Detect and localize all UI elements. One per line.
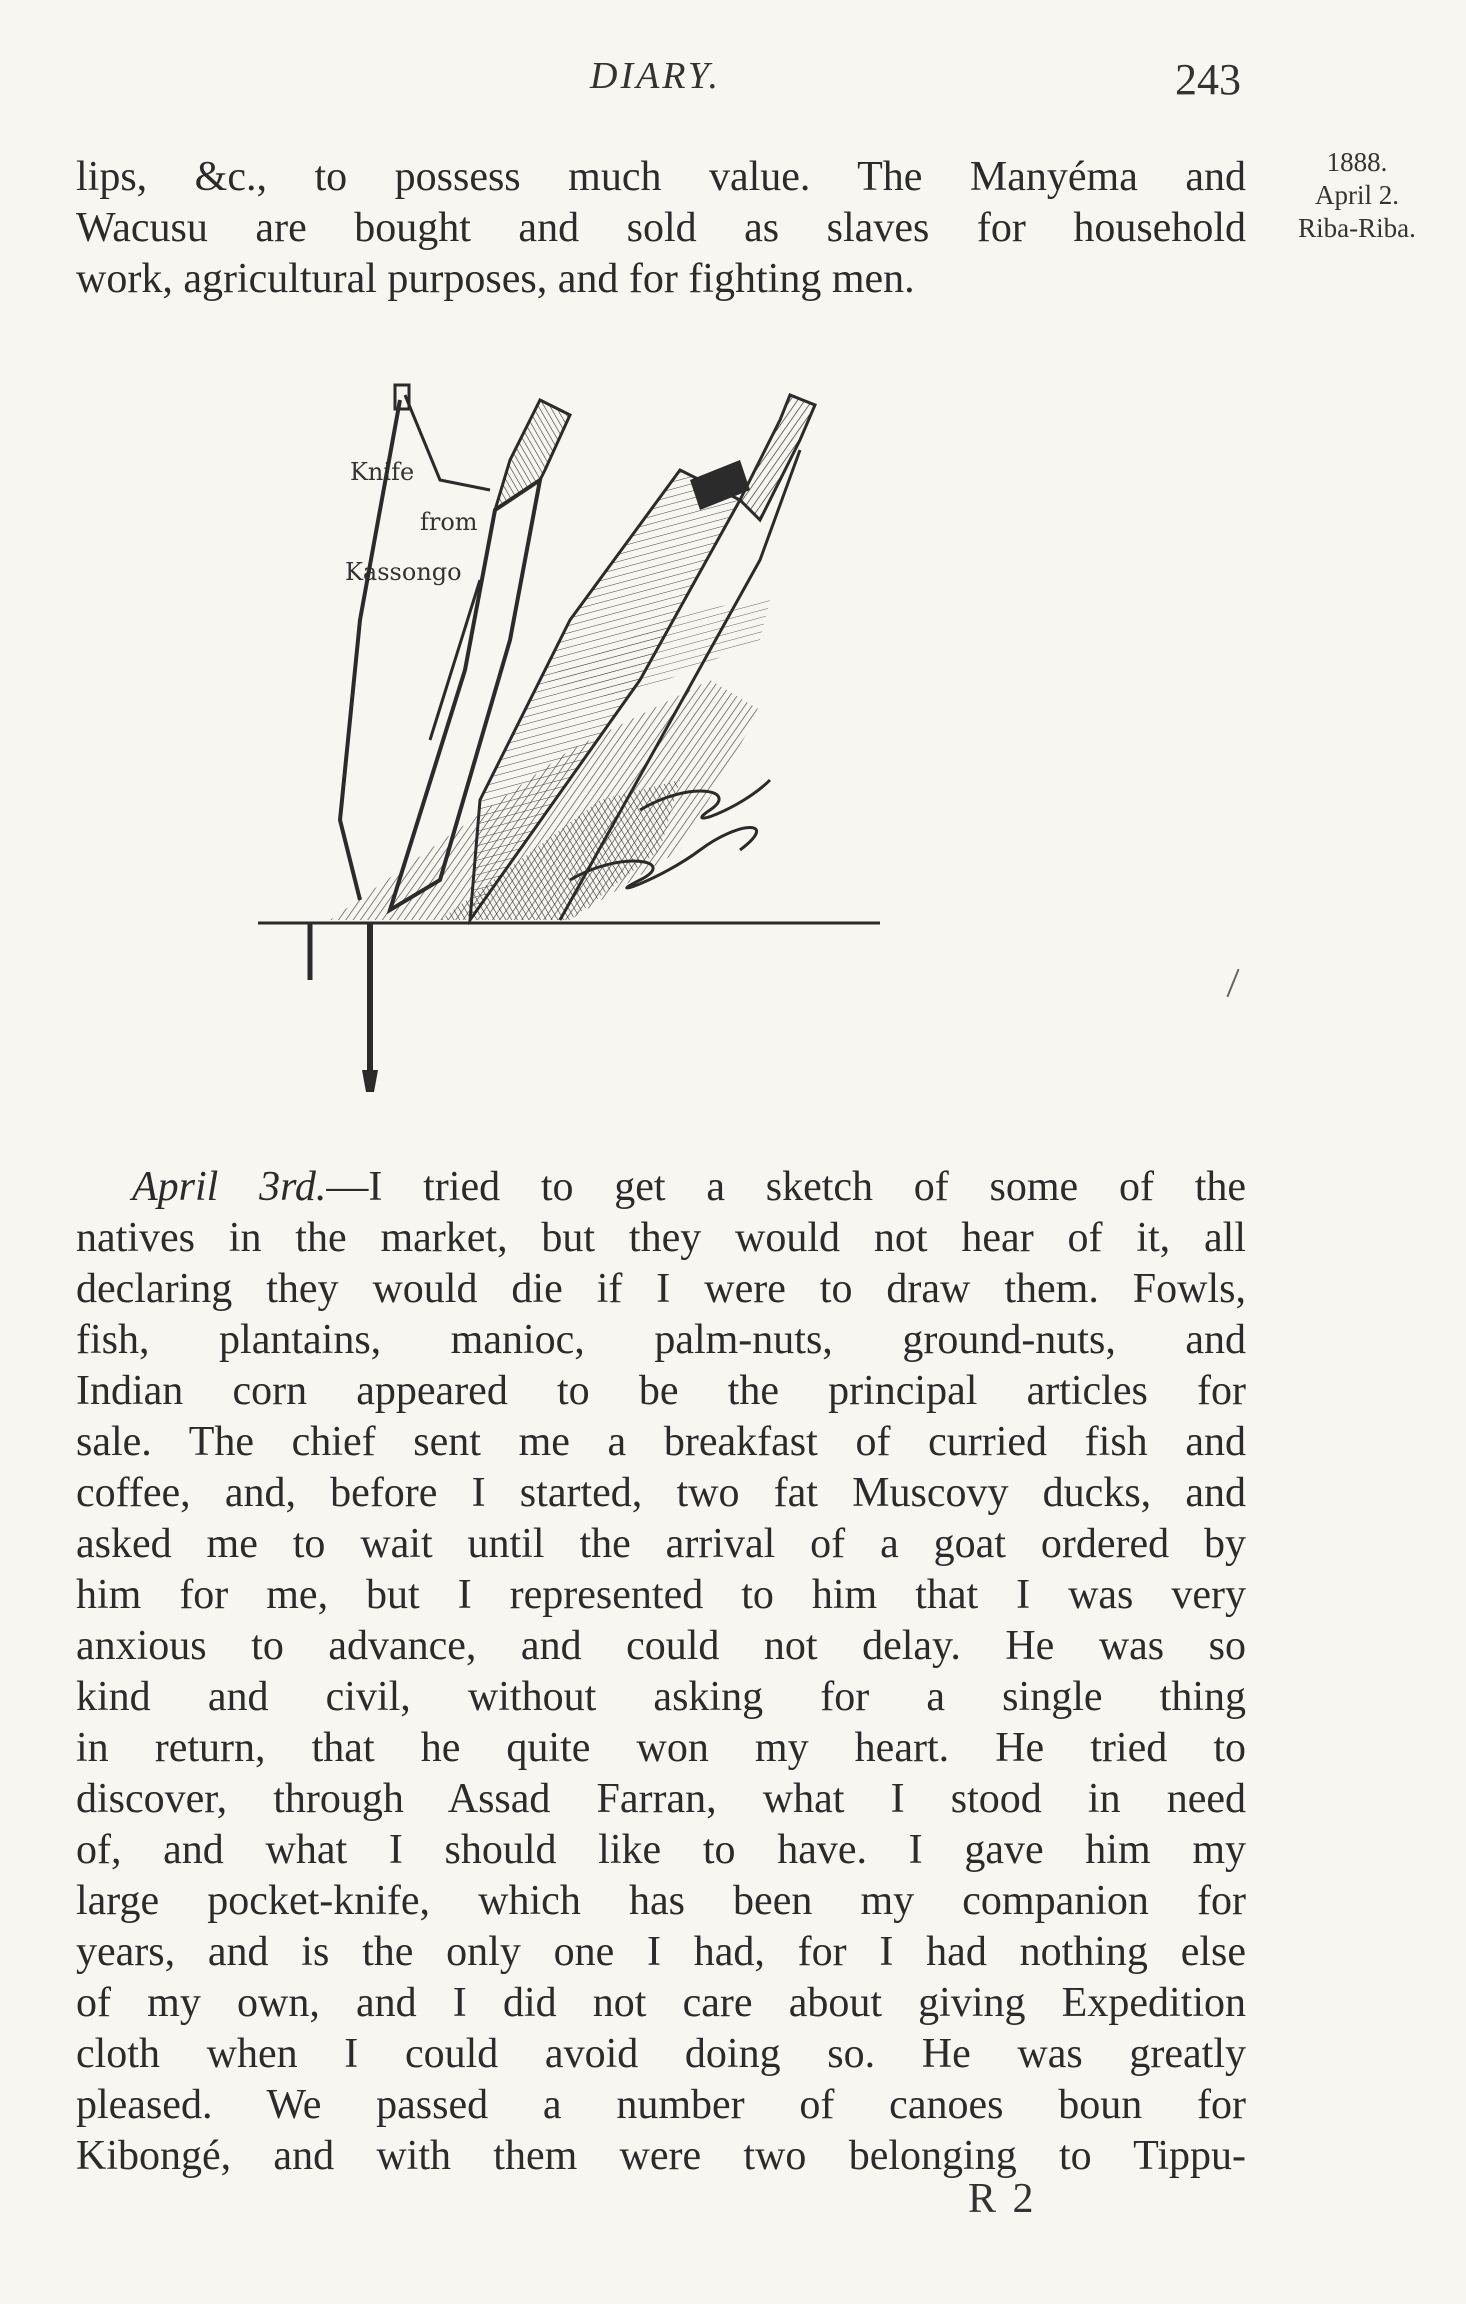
sheath-handle [495,400,570,510]
running-head [0,54,1466,102]
text-line: asked me to wait until the arrival of a goat ordered by [76,1521,1246,1567]
margin-note-place: Riba-Riba. [1298,213,1416,243]
caption-line: Kassongo [345,558,462,586]
caption-line: Knife [350,458,415,486]
text-line: work, agricultural purposes, and for fighting men. [76,256,915,302]
stand-foot [362,1070,378,1092]
paragraph-1 [76,152,1246,305]
knife-handle [740,395,815,520]
text-line: fish, plantains, manioc, palm-nuts, ground-nuts, and [76,1317,1246,1363]
text-line: coffee, and, before I started, two fat Muscovy ducks, and [76,1470,1246,1516]
margin-note [1272,146,1442,245]
text-line: discover, through Assad Farran, what I stood in need [76,1776,1246,1822]
text-line: declaring they would die if I were to draw them. Fowls, [76,1266,1246,1312]
text-line: of my own, and I did not care about giving Expedition [76,1980,1246,2026]
knife-and-sheath-icon [240,380,1100,1110]
diary-date: April 3rd. [132,1164,327,1210]
text-line: Wacusu are bought and sold as slaves for household [76,205,1246,251]
margin-note-year: 1888. [1326,147,1388,177]
stray-mark [1226,969,1239,998]
knife-illustration [240,380,1100,1110]
paragraph-2 [76,1162,1246,2182]
text-line: sale. The chief sent me a breakfast of curried fish and [76,1419,1246,1465]
text-line: years, and is the only one I had, for I had nothing else [76,1929,1246,1975]
text-line: natives in the market, but they would not hear of it, all [76,1215,1246,1261]
text-line: Kibongé, and with them were two belonging to Tippu- [76,2133,1246,2179]
page-number: 243 [1175,55,1241,104]
text-line-rest: —I tried to get a sketch of some of the [326,1164,1247,1210]
strap-loop [405,395,490,490]
caption-line: from [420,508,478,536]
running-title: DIARY. [590,55,721,97]
text-line: lips, &c., to possess much value. The Manyéma and [76,154,1246,200]
text-line: him for me, but I represented to him that I was very [76,1572,1246,1618]
sheath-band [430,580,480,740]
text-line: cloth when I could avoid doing so. He was greatly [76,2031,1246,2077]
text-line: anxious to advance, and could not delay. He was so [76,1623,1246,1669]
text-line: large pocket-knife, which has been my companion for [76,1878,1246,1924]
margin-note-date: April 2. [1315,180,1399,210]
text-line: Indian corn appeared to be the principal articles for [76,1368,1246,1414]
signature-mark: R 2 [968,2176,1037,2222]
text-line: of, and what I should like to have. I gave him my [76,1827,1246,1873]
text-line [76,1162,1246,1213]
text-line: in return, that he quite won my heart. He tried to [76,1725,1246,1771]
text-line: kind and civil, without asking for a single thing [76,1674,1246,1720]
text-line: pleased. We passed a number of canoes boun for [76,2082,1246,2128]
